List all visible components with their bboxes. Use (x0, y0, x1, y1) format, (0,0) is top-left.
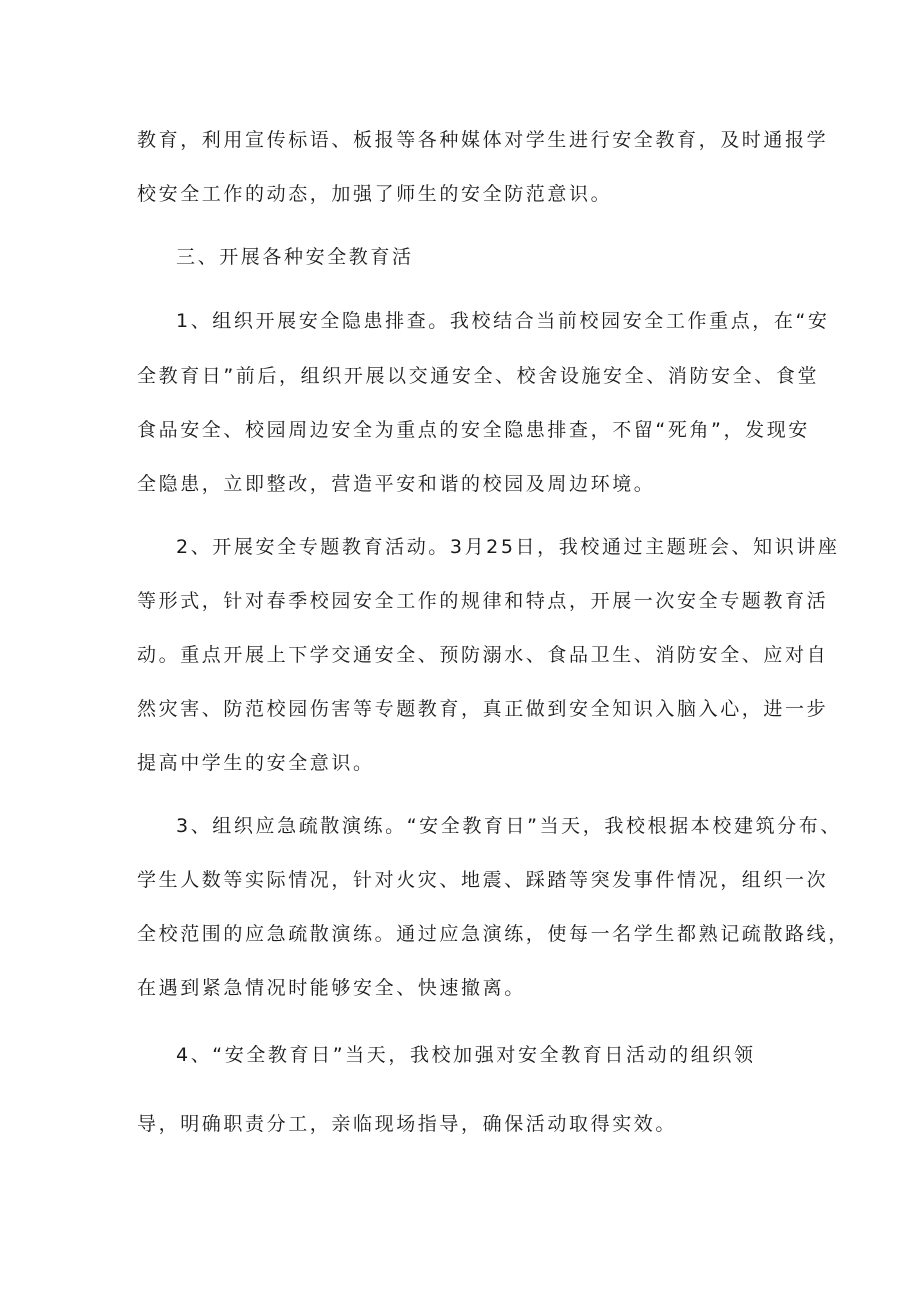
text-line: 等形式，针对春季校园安全工作的规律和特点，开展一次安全专题教育活 (137, 590, 829, 612)
text-line: 1、组织开展安全隐患排查。我校结合当前校园安全工作重点，在“安 (176, 310, 830, 332)
text-line: 食品安全、校园周边安全为重点的安全隐患排查，不留“死角”，发现安 (137, 419, 810, 441)
text-line: 提高中学生的安全意识。 (137, 752, 375, 774)
text-line: 教育，利用宣传标语、板报等各种媒体对学生进行安全教育，及时通报学 (137, 129, 829, 151)
text-line: 在遇到紧急情况时能够安全、快速撤离。 (137, 977, 526, 999)
text-line: 全隐患，立即整改，营造平安和谐的校园及周边环境。 (137, 473, 656, 495)
section-heading: 三、开展各种安全教育活 (176, 246, 414, 268)
text-line: 3、组织应急疏散演练。“安全教育日”当天，我校根据本校建筑分布、 (176, 815, 842, 837)
text-line: 全校范围的应急疏散演练。通过应急演练，使每一名学生都熟记疏散路线， (137, 923, 850, 945)
text-line: 动。重点开展上下学交通安全、预防溺水、食品卫生、消防安全、应对自 (137, 644, 829, 666)
text-line: 4、“安全教育日”当天，我校加强对安全教育日活动的组织领 (176, 1044, 756, 1066)
text-line: 然灾害、防范校园伤害等专题教育，真正做到安全知识入脑入心，进一步 (137, 698, 829, 720)
text-line: 学生人数等实际情况，针对火灾、地震、踩踏等突发事件情况，组织一次 (137, 869, 829, 891)
text-line: 导，明确职责分工，亲临现场指导，确保活动取得实效。 (137, 1113, 678, 1135)
text-line: 校安全工作的动态，加强了师生的安全防范意识。 (137, 183, 613, 205)
text-line: 2、开展安全专题教育活动。3月25日，我校通过主题班会、知识讲座 (176, 536, 840, 558)
text-line: 全教育日”前后，组织开展以交通安全、校舍设施安全、消防安全、食堂 (137, 365, 820, 387)
